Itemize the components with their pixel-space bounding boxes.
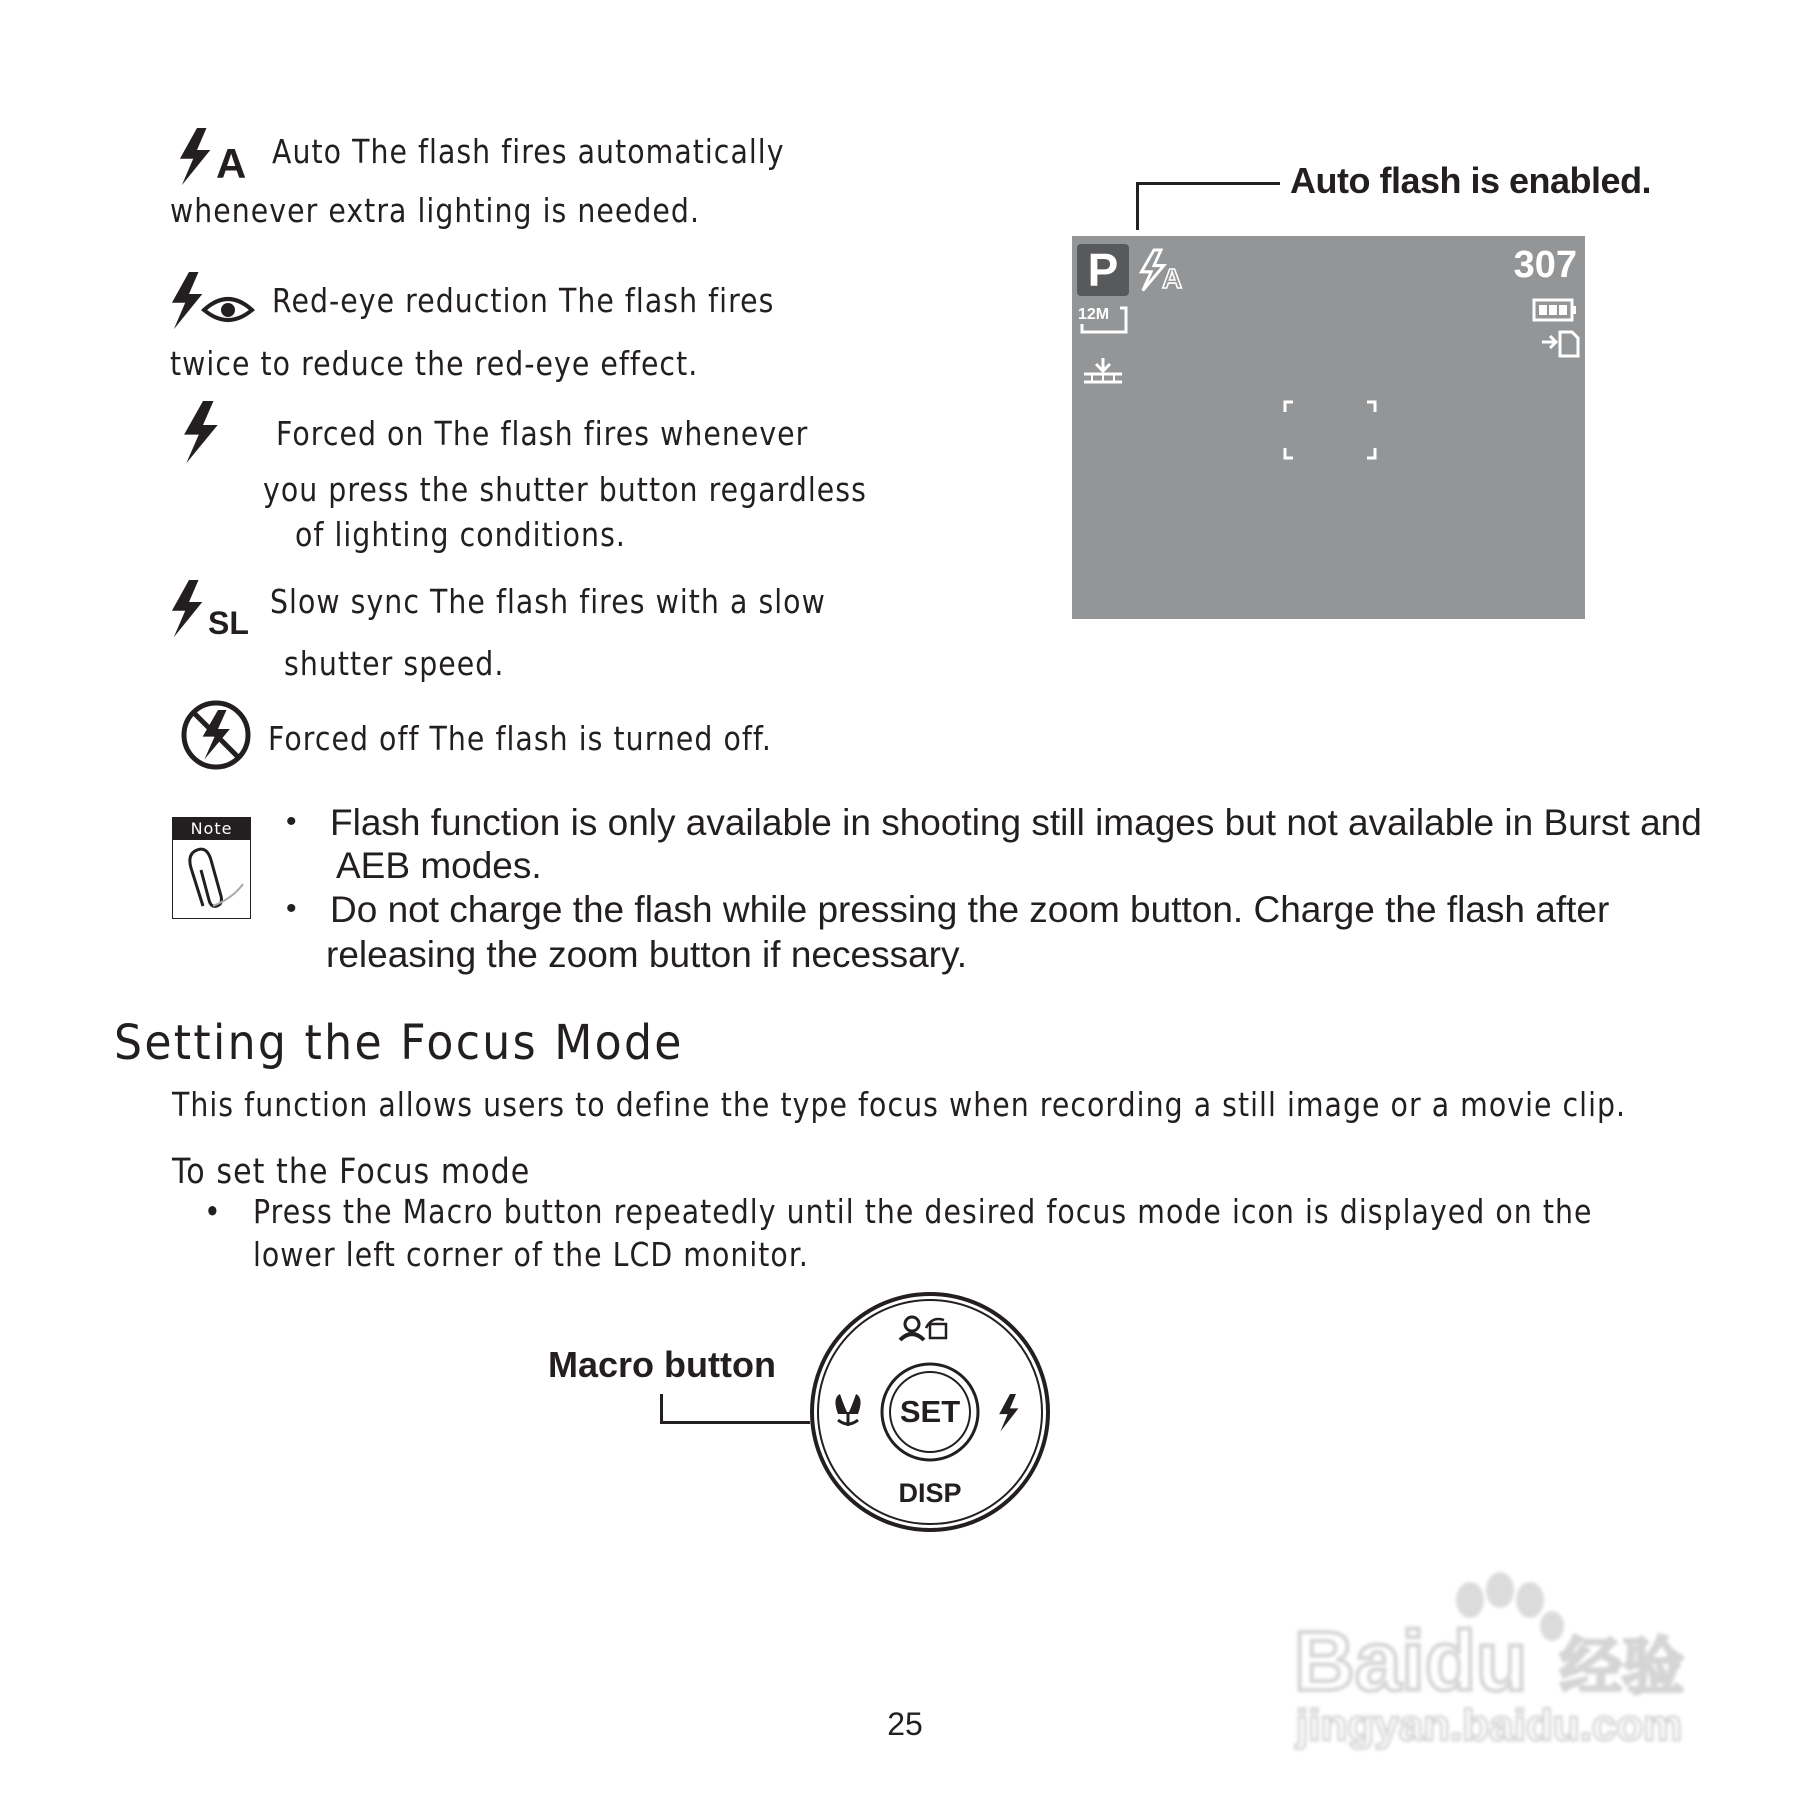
section-title: Setting the Focus Mode (114, 1015, 684, 1071)
lcd-flash-auto-icon (1138, 248, 1194, 294)
flash-red-eye-line2: twice to reduce the red-eye effect. (170, 344, 699, 383)
note-bullet-1-marker: • (286, 805, 297, 838)
flash-forced-on-line2: you press the shutter button regardless (263, 470, 867, 509)
set-button[interactable]: SET (899, 1394, 961, 1429)
flash-red-eye-icon (170, 270, 256, 332)
paperclip-icon (173, 840, 249, 916)
focus-bullet-line2: lower left corner of the LCD monitor. (253, 1235, 809, 1274)
baidu-watermark (1290, 1570, 1710, 1755)
note-label: Note (173, 818, 250, 840)
resolution-icon (1078, 306, 1109, 324)
note-bullet-1-line2: AEB modes. (336, 845, 542, 886)
lcd-callout-label: Auto flash is enabled. (1290, 160, 1652, 201)
callout-line-horizontal (1136, 182, 1280, 185)
focus-bullet-marker: • (204, 1192, 222, 1231)
callout-line-vertical (1136, 182, 1139, 230)
focus-intro: This function allows users to define the type focus when recording a still image or a movie clip. (172, 1085, 1627, 1124)
storage-card-icon (1540, 328, 1580, 358)
flash-forced-off-icon (179, 698, 253, 772)
shots-remaining: 307 (1513, 244, 1577, 286)
flash-forced-on-line3: of lighting conditions. (295, 515, 626, 554)
macro-callout-line-horizontal (660, 1421, 810, 1424)
svg-text:SL: SL (208, 605, 249, 641)
note-bullet-1-line1: Flash function is only available in shooting still images but not available in Burst and (330, 802, 1702, 843)
focus-bullet-line1: Press the Macro button repeatedly until the desired focus mode icon is displayed on the (253, 1192, 1593, 1231)
focus-subheading: To set the Focus mode (172, 1152, 531, 1192)
disp-button[interactable]: DISP (898, 1478, 962, 1508)
svg-text:A: A (1162, 263, 1183, 294)
resolution-bracket-icon (1078, 306, 1130, 336)
note-bullet-2-line1: Do not charge the flash while pressing the zoom button. Charge the flash after (330, 889, 1610, 930)
flash-auto-line2: whenever extra lighting is needed. (170, 191, 701, 230)
flash-auto-line1: Auto The flash fires automatically (272, 132, 785, 171)
flash-forced-off-line1: Forced off The flash is turned off. (268, 719, 772, 758)
flash-slow-sync-icon (170, 578, 260, 642)
image-quality-icon (1082, 356, 1124, 386)
note-icon (172, 817, 251, 919)
svg-text:jingyan.baidu.com: jingyan.baidu.com (1296, 1701, 1683, 1750)
flash-slow-sync-line2: shutter speed. (284, 644, 505, 683)
shooting-mode-icon: P (1077, 244, 1129, 296)
lcd-screen (1072, 236, 1585, 619)
note-bullet-2-line2: releasing the zoom button if necessary. (326, 934, 967, 975)
note-bullet-2-marker: • (286, 892, 297, 925)
resolution-label: 12M (1078, 306, 1110, 323)
flash-forced-on-line1: Forced on The flash fires whenever (276, 414, 809, 453)
macro-button-callout: Macro button (548, 1344, 776, 1385)
svg-text:Baidu: Baidu (1294, 1614, 1528, 1708)
flash-auto-icon (176, 124, 256, 186)
flash-forced-on-icon (182, 401, 228, 467)
flash-red-eye-line1: Red-eye reduction The flash fires (272, 281, 775, 320)
macro-callout-line-vertical (660, 1394, 663, 1424)
page-number: 25 (887, 1706, 923, 1742)
flash-slow-sync-line1: Slow sync The flash fires with a slow (270, 582, 826, 621)
svg-text:经验: 经验 (1560, 1630, 1685, 1703)
focus-frame-icon (1283, 400, 1377, 460)
baidu-paw-logo (1290, 1570, 1710, 1750)
svg-text:A: A (216, 140, 247, 186)
battery-icon (1532, 298, 1578, 322)
